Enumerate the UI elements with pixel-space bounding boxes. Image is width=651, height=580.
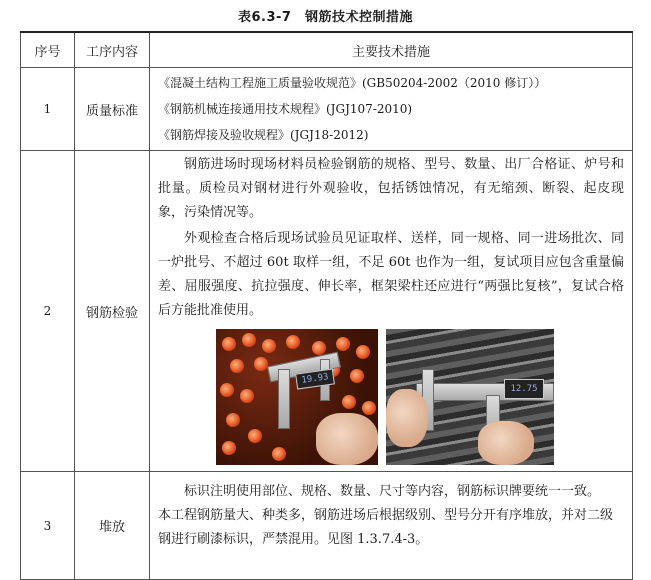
measure-paragraph: 外观检查合格后现场试验员见证取样、送样，同一规格、同一进场批次、同一炉批号、不超过 60t 取样一组，不足 60t 也作为一组，复试项目应包含重量偏差、屈服强度、抗拉强度、伸长率，框架梁柱还应进行“两强比复核”，复试合格后方能批准使用。 — [158, 231, 624, 318]
rebar-ends-photo — [216, 329, 378, 465]
table-row — [21, 68, 633, 151]
measure-paragraph: 钢筋进场时现场材料员检验钢筋的规格、型号、数量、出厂合格证、炉号和批量。质检员对钢材进行外观验收，包括锈蚀情况，有无缩颈、断裂、起皮现象，污染情况等。 — [158, 157, 624, 220]
inspection-photos — [150, 323, 632, 471]
standard-item: 《混凝土结构工程施工质量验收规范》(GB50204-2002（2010 修订）） — [158, 76, 547, 90]
storage-line: 本工程钢筋量大、种类多，钢筋进场后根据级别、型号分开有序堆放，并对二级钢进行刷漆标识，严禁混用。见图 1.3.7.4-3。 — [158, 508, 614, 547]
caliper-readout: 19.93 — [295, 368, 335, 389]
row-seq: 3 — [21, 472, 75, 580]
header-row — [21, 32, 633, 68]
row-process: 质量标准 — [75, 68, 150, 151]
table-title: 表6.3-7 钢筋技术控制措施 — [238, 10, 413, 25]
caliper-readout: 12.75 — [504, 379, 544, 399]
row-measures — [150, 68, 633, 151]
row-seq: 1 — [21, 68, 75, 151]
table-row — [21, 151, 633, 472]
standard-item: 《钢筋焊接及验收规程》(JGJ18-2012) — [158, 128, 369, 142]
header-measures: 主要技术措施 — [150, 32, 633, 68]
row-process: 堆放 — [75, 472, 150, 580]
header-seq: 序号 — [21, 32, 75, 68]
row-seq: 2 — [21, 151, 75, 472]
technical-measures-table — [20, 31, 633, 580]
storage-line: 标识注明使用部位、规格、数量、尺寸等内容，钢筋标识牌要统一一致。 — [184, 484, 601, 499]
header-process: 工序内容 — [75, 32, 150, 68]
table-row — [21, 472, 633, 580]
standard-item: 《钢筋机械连接通用技术规程》(JGJ107-2010) — [158, 102, 413, 116]
storage-measures — [150, 472, 632, 560]
row-process: 钢筋检验 — [75, 151, 150, 472]
row-measures — [150, 472, 633, 580]
rebar-measurement-photo — [386, 329, 554, 465]
row-measures — [150, 151, 633, 472]
